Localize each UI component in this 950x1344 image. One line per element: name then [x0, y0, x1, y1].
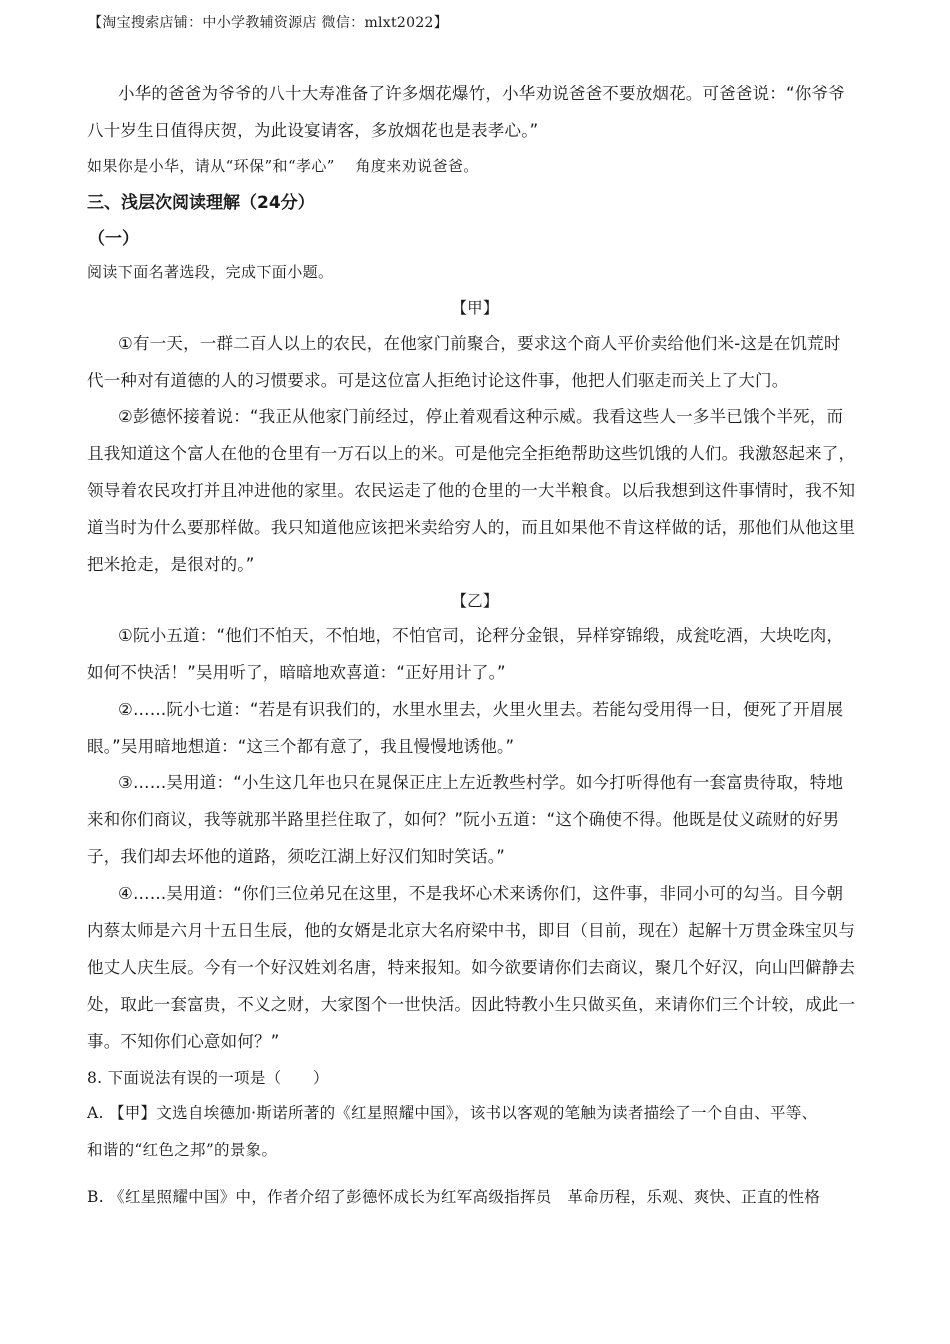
- passage-yi-line: 来和你们商议，我等就那半路里拦住取了，如何？”阮小五道：“这个确使不得。他既是仗义疏财的好男: [87, 810, 840, 829]
- intro-paragraph-line: 小华的爸爸为爷爷的八十大寿准备了许多烟花爆竹，小华劝说爸爸不要放烟花。可爸爸说：“你爷爷: [118, 84, 845, 103]
- passage-yi-line: 内蔡太师是六月十五日生辰，他的女婿是北京大名府梁中书，即目（目前，现在）起解十万贯金珠宝贝与: [87, 921, 856, 940]
- passage-yi-line: ③……吴用道：“小生这几年也只在晁保正庄上左近教些村学。如今打听得他有一套富贵待取，特地: [118, 773, 844, 792]
- option-a: A. 【甲】文选自埃德加·斯诺所著的《红星照耀中国》，该书以客观的笔触为读者描绘了一个自由、平等、: [87, 1104, 818, 1122]
- passage-jia-line: 且我知道这个富人在他的仓里有一万石以上的米。可是他完全拒绝帮助这些饥饿的人们。我激怒起来了，: [87, 444, 856, 463]
- passage-yi-line: 处，取此一套富贵，不义之财，大家图个一世快活。因此特教小生只做买鱼，来请你们三个计较，成此一: [87, 995, 856, 1014]
- section-title: 三、浅层次阅读理解（24分）: [87, 193, 315, 213]
- passage-yi-line: 眼。”吴用暗地想道：“这三个都有意了，我且慢慢地诱他。”: [87, 737, 515, 756]
- passage-yi-line: 如何不快活！”吴用听了，暗暗地欢喜道：“正好用计了。”: [87, 663, 506, 682]
- passage-yi-line: ④……吴用道：“你们三位弟兄在这里，不是我坏心术来诱你们，这件事，非同小可的勾当。目今朝: [118, 884, 844, 903]
- passage-yi-line: 子，我们却去坏他的道路，须吃江湖上好汉们知时笑话。”: [87, 847, 505, 866]
- passage-yi-line: 他丈人庆生辰。今有一个好汉姓刘名唐，特来报知。如今欲要请你们去商议，聚几个好汉，向山凹僻静去: [87, 958, 856, 977]
- passage-jia-line: ②彭德怀接着说：“我正从他家门前经过，停止着观看这种示威。我看这些人一多半已饿个半死，而: [118, 407, 844, 426]
- passage-jia-line: ①有一天，一群二百人以上的农民，在他家门前聚合，要求这个商人平价卖给他们米-这是在饥荒时: [118, 334, 841, 353]
- passage-jia-line: 把米抢走，是很对的。”: [87, 555, 255, 574]
- passage-jia-line: 领导着农民攻打并且冲进他的家里。农民运走了他的仓里的一大半粮食。以后我想到这件事情时，我不知: [87, 481, 856, 500]
- passage-jia-line: 道当时为什么要那样做。我只知道他应该把米卖给穷人的，而且如果他不肯这样做的话，那他们从他这里: [87, 518, 856, 537]
- reading-instruction: 阅读下面名著选段，完成下面小题。: [87, 263, 334, 281]
- page-header: 【淘宝搜索店铺：中小学教辅资源店 微信：mlxt2022】: [88, 15, 449, 31]
- passage-jia-line: 代一种对有道德的人的习惯要求。可是这位富人拒绝讨论这件事，他把人们驱走而关上了大门。: [87, 371, 789, 390]
- passage-yi-line: 事。不知你们心意如何？”: [87, 1032, 280, 1051]
- subsection-title: （一）: [88, 229, 139, 249]
- option-b: B. 《红星照耀中国》中，作者介绍了彭德怀成长为红军高级指挥员 革命历程，乐观、爽快、正直的性格: [87, 1188, 821, 1206]
- option-a-continued: 和谐的“红色之邦”的景象。: [87, 1141, 278, 1159]
- passage-label-jia: 【甲】: [451, 299, 499, 317]
- passage-yi-line: ①阮小五道：“他们不怕天，不怕地，不怕官司，论秤分金银，异样穿锦缎，成瓮吃酒，大块吃肉，: [118, 626, 844, 645]
- question-stem: 8. 下面说法有误的一项是（ ）: [87, 1069, 329, 1087]
- passage-yi-line: ②……阮小七道：“若是有识我们的，水里水里去，火里火里去。若能勾受用得一日，便死了开眉展: [118, 700, 844, 719]
- intro-prompt: 如果你是小华，请从“环保”和“孝心” 角度来劝说爸爸。: [87, 157, 479, 175]
- intro-paragraph-line: 八十岁生日值得庆贺，为此设宴请客，多放烟花也是表孝心。”: [87, 121, 539, 140]
- passage-label-yi: 【乙】: [451, 592, 499, 610]
